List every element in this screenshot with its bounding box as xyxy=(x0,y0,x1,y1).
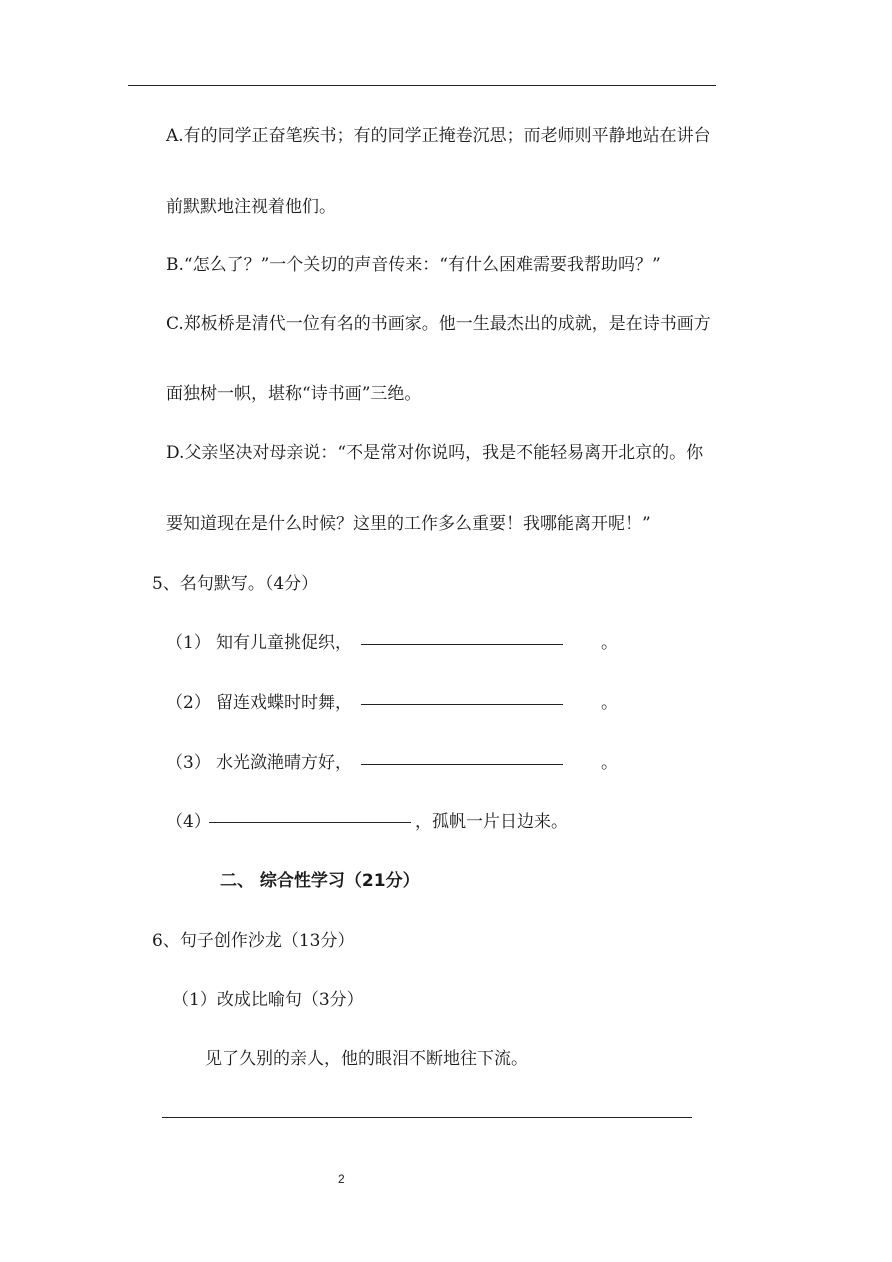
q5-item-1-text: 知有儿童挑促织， xyxy=(216,633,352,653)
q5-item-3-end: 。 xyxy=(601,753,618,773)
header-rule xyxy=(128,85,716,86)
q5-item-4-text: ，孤帆一片日边来。 xyxy=(415,812,568,832)
option-a-line1: A.有的同学正奋笔疾书；有的同学正掩卷沉思；而老师则平静地站在讲台 xyxy=(166,126,711,146)
q5-item-3-answer-blank[interactable] xyxy=(361,764,563,765)
q5-item-2-number: （2） xyxy=(166,693,211,713)
q6-sub1-answer-blank[interactable] xyxy=(162,1117,692,1118)
q5-item-2-answer-blank[interactable] xyxy=(361,704,563,705)
q5-item-4-number: （4） xyxy=(166,812,211,832)
section-2-heading: 二、 综合性学习（21分） xyxy=(220,871,420,891)
option-b-line1: B.“怎么了？”一个关切的声音传来：“有什么困难需要我帮助吗？” xyxy=(166,255,661,275)
question-5-title: 5、名句默写。（4分） xyxy=(152,574,319,594)
q5-item-1-end: 。 xyxy=(601,633,618,653)
option-c-line2: 面独树一帜，堪称“诗书画”三绝。 xyxy=(166,384,422,404)
q6-sub1-sentence: 见了久别的亲人，他的眼泪不断地往下流。 xyxy=(205,1049,528,1069)
q5-item-2-text: 留连戏蝶时时舞， xyxy=(216,693,352,713)
option-a-line2: 前默默地注视着他们。 xyxy=(166,197,336,217)
option-d-line1: D.父亲坚决对母亲说：“不是常对你说吗，我是不能轻易离开北京的。你 xyxy=(166,443,704,463)
q5-item-1-number: （1） xyxy=(166,633,211,653)
q5-item-2-end: 。 xyxy=(601,693,618,713)
q5-item-3-text: 水光潋滟晴方好， xyxy=(216,753,352,773)
page-number: 2 xyxy=(338,1172,345,1186)
q5-item-1-answer-blank[interactable] xyxy=(361,644,563,645)
q5-item-4-answer-blank[interactable] xyxy=(209,822,411,823)
question-6-title: 6、句子创作沙龙（13分） xyxy=(152,931,355,951)
q5-item-3-number: （3） xyxy=(166,753,211,773)
option-d-line2: 要知道现在是什么时候？这里的工作多么重要！我哪能离开呢！” xyxy=(166,514,651,534)
q6-sub1-title: （1）改成比喻句（3分） xyxy=(172,990,364,1010)
option-c-line1: C.郑板桥是清代一位有名的书画家。他一生最杰出的成就，是在诗书画方 xyxy=(166,314,711,334)
